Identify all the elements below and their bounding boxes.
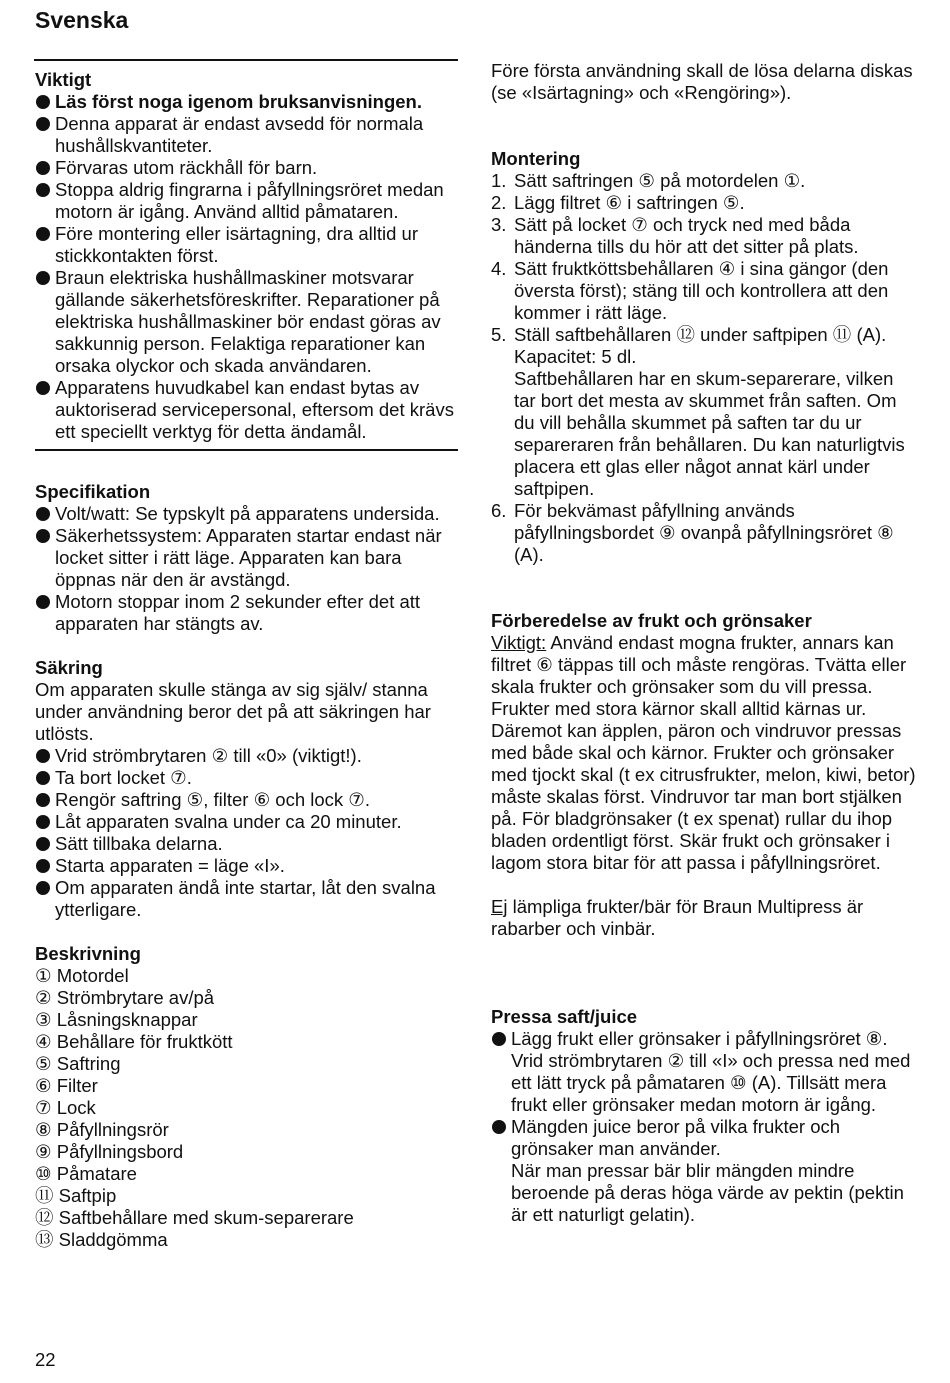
section-beskrivning [35,943,458,1251]
preparation-body: Använd endast mogna frukter, annars kan filtret ⑥ täppas till och måste rengöras. Tvätta eller skala frukter och grönsaker som du vill pressa. Frukter med stora kärnor skall alltid kärnas ur. Däremot kan äpplen, päron och vindruvor pressas med både skal och kärnor. Frukter och grönsaker med tjockt skal (t ex citrusfrukter, melon, kiwi, betor) måste skalas först. Vindruvor tar man bort stjälken på. För bladgrönsaker (t ex spenat) rullar du ihop bladen ordentligt först. Skär frukt och grönsaker i lagom stora bitar för att passa i påfyllningsröret. [491,632,916,873]
parts-item: ② Strömbrytare av/på [35,987,215,1008]
parts-item: ④ Behållare för fruktkött [35,1031,233,1052]
list-item [491,1116,916,1226]
list-item: Lägg frukt eller grönsaker i påfyllningsröret ⑧. Vrid strömbrytaren ② till «I» och pressa ned med ett lätt tryck på påmataren ⑩ (A). Tillsätt mera frukt eller grönsaker medan motorn är igång. [491,1028,916,1116]
page-title: Svenska [35,7,129,33]
step-item [491,170,916,192]
step-number: 1. [491,170,507,191]
right-column [491,60,916,1226]
list-item: Om apparaten ändå inte startar, låt den svalna ytterligare. [35,877,458,921]
page-number: 22 [35,1349,56,1370]
step-item [491,500,916,566]
step-number: 3. [491,214,507,235]
list-item: Apparatens huvudkabel kan endast bytas av auktoriserad servicepersonal, eftersom det krävs ett speciellt verktyg för detta ändamål. [35,377,458,443]
step-extra-text: Saftbehållaren har en skum-separerare, vilken tar bort det mesta av skummet från saften. Om du vill behålla skummet på saften tar du ur separeraren från behållaren. Du kan naturligtvis placera ett glas eller något annat kärl under saftpipen. [514,368,905,499]
left-column [35,59,458,1251]
step-number: 6. [491,500,507,521]
parts-item: ⑤ Saftring [35,1053,121,1074]
list-item: Volt/watt: Se typskylt på apparatens undersida. [35,503,458,525]
parts-item: ⑨ Påfyllningsbord [35,1141,184,1162]
parts-item: ⑩ Påmatare [35,1163,137,1184]
bullet-list [35,91,458,443]
section-heading: Pressa saft/juice [491,1006,638,1027]
list-item: Braun elektriska hushållmaskiner motsvarar gällande säkerhetsföreskrifter. Reparationer på elektriska hushållmaskiner bör endast göras av sakkunnig person. Felaktiga reparationer kan orsaka olyckor och skada användaren. [35,267,458,377]
list-item: Ta bort locket ⑦. [35,767,458,789]
ej-label: Ej [491,896,508,917]
step-number: 5. [491,324,507,345]
list-item: Läs först noga igenom bruksanvisningen. [35,91,458,113]
parts-item: ① Motordel [35,965,129,986]
section-heading: Specifikation [35,481,151,502]
step-text: Sätt saftringen ⑤ på motordelen ①. [514,170,806,191]
list-item: Starta apparaten = läge «I». [35,855,458,877]
parts-item: ⑫ Saftbehållare med skum-separerare [35,1207,354,1228]
parts-item: ⑦ Lock [35,1097,96,1118]
section-intro: Om apparaten skulle stänga av sig själv/ stanna under användning beror det på att säkringen har utlösts. [35,679,431,744]
list-item: Stoppa aldrig fingrarna i påfyllningsröret medan motorn är igång. Använd alltid påmataren. [35,179,458,223]
section-viktigt [35,69,458,443]
unsuitable-text [491,896,916,940]
bullet-list [35,745,458,921]
parts-item: ⑪ Saftpip [35,1185,117,1206]
list-item: Förvaras utom räckhåll för barn. [35,157,458,179]
parts-item: ③ Låsningsknappar [35,1009,198,1030]
bullet-list [491,1028,916,1226]
step-item [491,214,916,258]
preparation-text [491,632,916,874]
list-item-extra: När man pressar bär blir mängden mindre beroende på deras höga värde av pektin (pektin är ett naturligt gelatin). [511,1160,904,1225]
intro-text: Före första användning skall de lösa delarna diskas (se «Isärtagning» och «Rengöring»). [491,60,913,103]
step-text: Sätt på locket ⑦ och tryck ned med båda händerna tills du hör att det sitter på plats. [514,214,859,257]
section-sakring [35,657,458,921]
section-specifikation [35,481,458,635]
step-number: 2. [491,192,507,213]
steps-list [491,170,916,566]
important-label: Viktigt: [491,632,547,653]
section-heading: Montering [491,148,581,169]
step-text: Sätt fruktköttsbehållaren ④ i sina gängor (den översta först); stäng till och kontrollera att den kommer i rätt läge. [514,258,889,323]
parts-item: ⑥ Filter [35,1075,98,1096]
step-item [491,324,916,500]
parts-item: ⑬ Sladdgömma [35,1229,168,1250]
top-rule [34,59,458,61]
step-item [491,192,916,214]
section-montering [491,148,916,566]
parts-item: ⑧ Påfyllningsrör [35,1119,169,1140]
step-text: Lägg filtret ⑥ i saftringen ⑤. [514,192,745,213]
list-item-text: Mängden juice beror på vilka frukter och grönsaker man använder. [511,1116,841,1159]
list-item: Säkerhetssystem: Apparaten startar endast när locket sitter i rätt läge. Apparaten kan bara öppnas när den är avstängd. [35,525,458,591]
section-heading: Viktigt [35,69,92,90]
list-item: Motorn stoppar inom 2 sekunder efter det att apparaten har stängts av. [35,591,458,635]
section-pressa [491,1006,916,1226]
step-number: 4. [491,258,507,279]
section-forberedelse [491,610,916,940]
list-item: Sätt tillbaka delarna. [35,833,458,855]
list-item: Före montering eller isärtagning, dra alltid ur stickkontakten först. [35,223,458,267]
step-text: Ställ saftbehållaren ⑫ under saftpipen ⑪ (A). Kapacitet: 5 dl. [514,324,887,367]
step-item [491,258,916,324]
list-item: Vrid strömbrytaren ② till «0» (viktigt!). [35,745,458,767]
list-item: Rengör saftring ⑤, filter ⑥ och lock ⑦. [35,789,458,811]
section-heading: Beskrivning [35,943,141,964]
step-text: För bekvämast påfyllning används påfyllningsbordet ⑨ ovanpå påfyllningsröret ⑧ (A). [514,500,894,565]
bottom-rule [35,449,458,451]
list-item: Låt apparaten svalna under ca 20 minuter. [35,811,458,833]
section-heading: Säkring [35,657,103,678]
bullet-list [35,503,458,635]
section-heading: Förberedelse av frukt och grönsaker [491,610,812,631]
unsuitable-body: lämpliga frukter/bär för Braun Multipress är rabarber och vinbär. [491,896,864,939]
parts-list [35,965,458,1251]
list-item: Denna apparat är endast avsedd för normala hushållskvantiteter. [35,113,458,157]
